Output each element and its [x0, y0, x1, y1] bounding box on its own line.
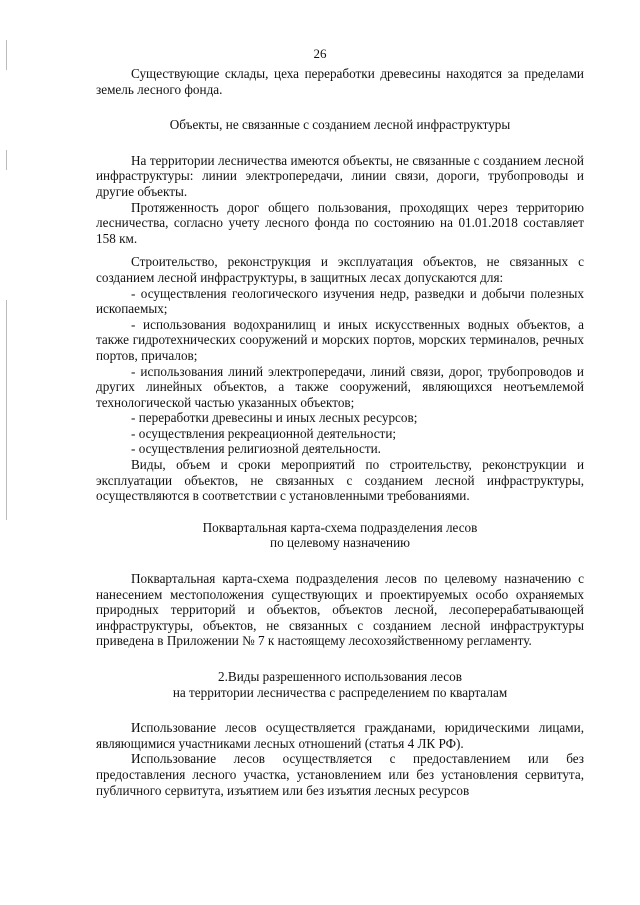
paragraph: Поквартальная карта-схема подразделения лесов по целевому назначению с нанесением местоположения существующих и проектируемых особо охраняемых природных территорий и объектов, объектов лесной, лесоперерабатывающей инфраструктуры, объектов, не связанных с созданием лесной инфраструктуры приведена в Приложении № 7 к настоящему лесохозяйственному регламенту.: [96, 571, 584, 649]
list-item: - использования водохранилищ и иных искусственных водных объектов, а также гидротехнических сооружений и морских портов, морских терминалов, речных портов, причалов;: [96, 316, 584, 363]
section-heading-line-1: Поквартальная карта-схема подразделения лесов: [202, 519, 478, 535]
paragraph: Виды, объем и сроки мероприятий по строительству, реконструкции и эксплуатации объектов, не связанных с созданием лесной инфраструктуры, осуществляются в соответствии с установленными требованиями.: [96, 457, 584, 504]
list-item: - переработки древесины и иных лесных ресурсов;: [131, 410, 418, 426]
scan-margin-mark: [6, 300, 7, 520]
paragraph: Использование лесов осуществляется с предоставлением или без предоставления лесного участка, установлением или без установления сервитута, публичного сервитута, изъятием или без изъятия лесных ресурсов: [96, 751, 584, 798]
document-body: [96, 66, 584, 798]
list-item: - использования линий электропередачи, линий связи, дорог, трубопроводов и других линейных объектов, а также сооружений, являющихся неотъемлемой технологической частью указанных объектов;: [96, 363, 584, 410]
chapter-heading-line-2: на территории лесничества с распределением по кварталам: [172, 684, 508, 700]
list-item: - осуществления геологического изучения недр, разведки и добычи полезных ископаемых;: [96, 285, 584, 317]
list-item: - осуществления рекреационной деятельности;: [131, 425, 397, 441]
paragraph: Использование лесов осуществляется гражданами, юридическими лицами, являющимися участниками лесных отношений (статья 4 ЛК РФ).: [96, 720, 584, 751]
paragraph: Существующие склады, цеха переработки древесины находятся за пределами земель лесного фонда.: [96, 66, 584, 97]
section-heading: Объекты, не связанные с созданием лесной инфраструктуры: [169, 117, 511, 133]
page-number: 26: [313, 46, 327, 61]
scan-margin-mark: [6, 150, 7, 170]
paragraph: На территории лесничества имеются объекты, не связанные с созданием лесной инфраструктуры: линии электропередачи, линии связи, дороги, трубопроводы и другие объекты.: [96, 152, 584, 199]
list-item: - осуществления религиозной деятельности.: [131, 441, 381, 457]
section-heading-line-2: по целевому назначению: [270, 535, 410, 551]
paragraph: Протяженность дорог общего пользования, проходящих через территорию лесничества, согласно учету лесного фонда по состоянию на 01.01.2018 составляет 158 км.: [96, 199, 584, 246]
paragraph: Строительство, реконструкция и эксплуатация объектов, не связанных с созданием лесной инфраструктуры, в защитных лесах допускаются для:: [96, 254, 584, 285]
chapter-heading-line-1: 2.Виды разрешенного использования лесов: [218, 669, 462, 684]
